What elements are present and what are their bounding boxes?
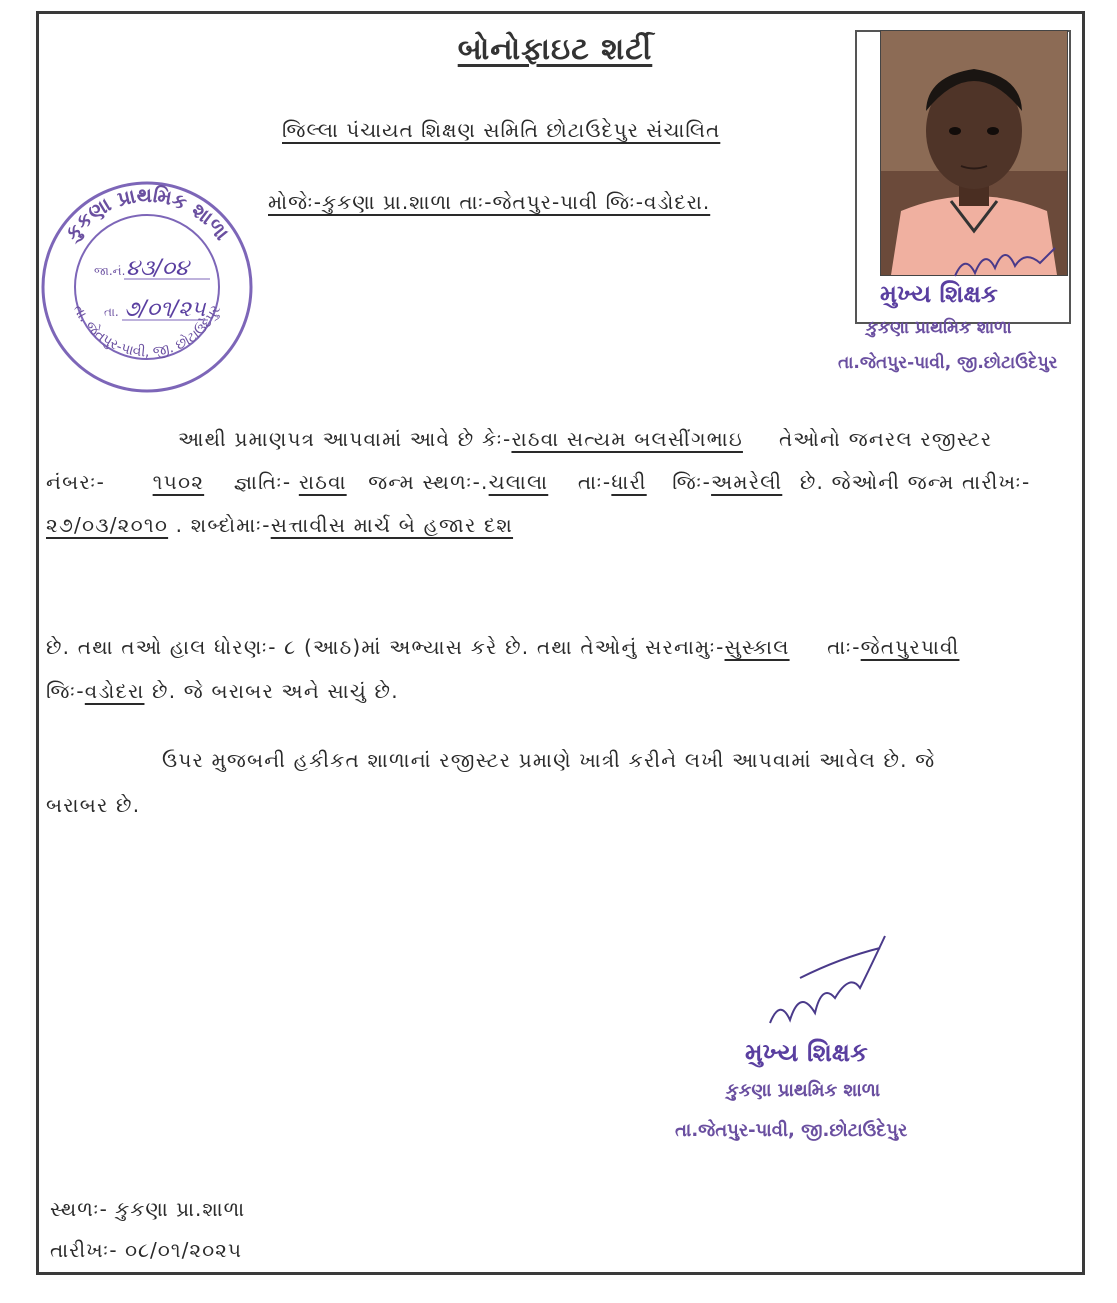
register-text: તેઓનો જનરલ રજીસ્ટર xyxy=(778,427,993,451)
footer-place xyxy=(50,1197,245,1221)
paragraph-1-line-2 xyxy=(46,470,1076,494)
taluka-value: ધારી xyxy=(611,470,647,494)
dob-words: સત્તાવીસ માર્ચ બે હજાર દશ xyxy=(270,513,514,537)
stamp-bottom-text: તા. જેતપુર-પાવી, જી. છોટાઉદેપુર xyxy=(69,302,225,361)
dob-label: છે. જેઓની જન્મ તારીખઃ- xyxy=(799,470,1031,494)
standard-text: છે. તથા તઓ હાલ ધોરણઃ- ૮ (આઠ)માં અભ્યાસ કરે છે. તથા તેઓનું સરનામુઃ- xyxy=(46,635,725,659)
photo-seal-role: મુખ્ય શિક્ષક xyxy=(880,280,998,308)
footer-date-value: ૦૮/૦૧/૨૦૨૫ xyxy=(124,1238,243,1262)
verification-end: બરાબર છે. xyxy=(46,793,141,817)
verification-text: ઉપર મુજબની હકીકત શાળાનાં રજીસ્ટર પ્રમાણે ખાત્રી કરીને લખી આપવામાં આવેલ છે. જે xyxy=(162,748,936,772)
reg-label: નંબરઃ- xyxy=(46,470,106,494)
district-label: જિઃ- xyxy=(672,470,712,494)
school-address-line: મોજેઃ-કુકણા પ્રા.શાળા તાઃ-જેતપુર-પાવી જિઃ-વડોદરા. xyxy=(268,190,711,214)
paragraph-2-line-2 xyxy=(46,679,1076,703)
birthplace-value: ચલાલા xyxy=(488,470,549,494)
paragraph-3-line-2 xyxy=(46,793,1076,817)
footer-date-label: તારીખઃ- xyxy=(50,1238,118,1262)
district-value: અમરેલી xyxy=(711,470,783,494)
paragraph-1-line-3 xyxy=(46,513,1076,537)
birthplace-label: જન્મ સ્થળઃ-. xyxy=(368,470,489,494)
register-number: ૧૫૦૨ xyxy=(152,470,205,494)
addr-district-value: વડોદરા xyxy=(84,679,145,703)
certificate-title: બોનોફાઇટ શર્ટી xyxy=(457,32,653,67)
address-value: સુસ્કાલ xyxy=(724,635,790,659)
stamp-date-label: તા. xyxy=(104,305,119,319)
taluka-label: તાઃ- xyxy=(577,470,612,494)
true-statement: છે. જે બરાબર અને સાચું છે. xyxy=(152,679,399,703)
stamp-date-value: ૭/૦૧/૨૫ xyxy=(124,297,206,322)
footer-place-label: સ્થળઃ- xyxy=(50,1197,108,1221)
signature-role: મુખ્ય શિક્ષક xyxy=(745,1038,868,1067)
words-label: . શબ્દોમાઃ- xyxy=(175,513,271,537)
headmaster-signature xyxy=(760,928,900,1038)
paragraph-1-line-1 xyxy=(46,427,1076,451)
caste-label: જ્ઞાતિઃ- xyxy=(233,470,292,494)
paragraph-3-line-1 xyxy=(46,748,1076,772)
stamp-no-value: ૪૩/૦૪ xyxy=(126,256,189,281)
school-round-stamp xyxy=(40,180,254,394)
stamp-no-label: જા.નં. xyxy=(94,264,126,278)
addr-district-label: જિઃ- xyxy=(46,679,85,703)
addr-taluka-label: તાઃ- xyxy=(827,635,861,659)
committee-line: જિલ્લા પંચાયત શિક્ષણ સમિતિ છોટાઉદેપુર સંચાલિત xyxy=(282,118,721,142)
dob-value: ૨૭/૦૩/૨૦૧૦ xyxy=(46,513,169,537)
photo-signature xyxy=(950,238,1060,288)
paragraph-2-line-1 xyxy=(46,635,1076,659)
student-name: રાઠવા સત્યમ બલસીંગભાઇ xyxy=(511,427,743,451)
photo-seal-place: તા.જેતપુર-પાવી, જી.છોટાઉદેપુર xyxy=(838,353,1058,373)
signature-school: કુકણા પ્રાથમિક શાળા xyxy=(726,1080,881,1101)
intro-text: આથી પ્રમાણપત્ર આપવામાં આવે છે કેઃ- xyxy=(178,427,512,451)
footer-date xyxy=(50,1238,242,1262)
photo-seal-school: કુકણા પ્રાથમિક શાળા xyxy=(866,318,1012,338)
caste-value: રાઠવા xyxy=(298,470,347,494)
signature-place: તા.જેતપુર-પાવી, જી.છોટાઉદેપુર xyxy=(675,1120,908,1141)
footer-place-value: કુકણા પ્રા.શાળા xyxy=(115,1197,246,1221)
addr-taluka-value: જેતપુરપાવી xyxy=(860,635,960,659)
stamp-ring-text: કુકણા પ્રાથમિક શાળા xyxy=(59,182,235,245)
